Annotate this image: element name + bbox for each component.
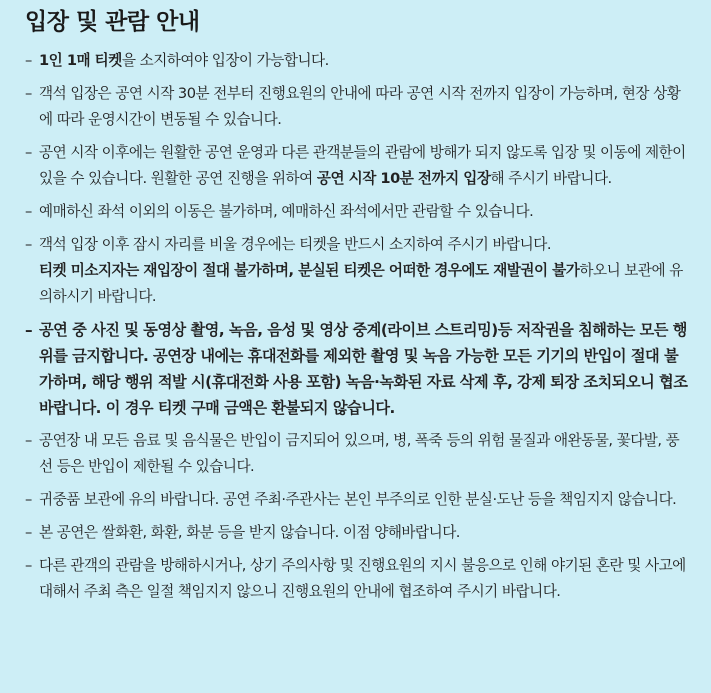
notice-item-food — [25, 428, 689, 480]
dash-marker: – — [25, 144, 32, 161]
notice-item-late-entry — [25, 140, 689, 192]
notice-text — [39, 524, 460, 541]
emphasis-text: 공연 중 사진 및 동영상 촬영, 녹음, 음성 및 영상 중계(라이브 스트리밍)등 저작권을 침해하는 모든 행위를 금지합니다. 공연장 내에는 휴대전화를 제외한 촬영 및 녹음 가능한 모든 기기의 반입이 절대 불가하며, 해당 행위 적발 시(휴대전화 사용 포함) 녹음·녹화된 자료 삭제 후, 강제 퇴장 조치되오니 협조바랍니다. 이 경우 티켓 구매 금액은 환불되지 않습니다. — [39, 321, 688, 417]
emphasis-text: 티켓 미소지자는 재입장이 절대 불가하며, 분실된 티켓은 어떠한 경우에도 재발권이 불가 — [39, 262, 580, 279]
body-text: 객석 입장 이후 잠시 자리를 비울 경우에는 티켓을 반드시 소지하여 주시기 바랍니다. — [39, 236, 551, 253]
notice-item-disruption — [25, 553, 689, 605]
body-text: 귀중품 보관에 유의 바랍니다. 공연 주최·주관사는 본인 부주의로 인한 분실·도난 등을 책임지지 않습니다. — [39, 491, 677, 508]
dash-marker: – — [25, 491, 32, 508]
body-text: 을 소지하여야 입장이 가능합니다. — [121, 52, 329, 69]
dash-marker: – — [25, 236, 32, 253]
body-text: 공연 시작 이후에는 원활한 공연 운영과 다른 관객분들의 관람에 방해가 되지 않도록 입장 및 이동에 제한이 있을 수 있습니다. 원활한 공연 진행을 위하여 — [39, 144, 686, 187]
dash-marker: – — [25, 432, 32, 449]
body-text: 공연장 내 모든 음료 및 음식물은 반입이 금지되어 있으며, 병, 폭죽 등의 위험 물질과 애완동물, 꽃다발, 풍선 등은 반입이 제한될 수 있습니다. — [39, 432, 680, 475]
emphasis-text: 공연 시작 10분 전까지 입장 — [316, 170, 491, 187]
notice-item-seat-move — [25, 199, 689, 225]
dash-marker: – — [25, 321, 33, 339]
dash-marker: – — [25, 557, 32, 574]
notice-item-wreaths — [25, 520, 689, 546]
notice-text — [39, 85, 680, 128]
dash-marker: – — [25, 203, 32, 220]
dash-marker: – — [25, 52, 32, 69]
notice-text — [39, 557, 686, 600]
notice-list — [25, 48, 689, 605]
body-text: 예매하신 좌석 이외의 이동은 불가하며, 예매하신 좌석에서만 관람할 수 있습니다. — [39, 203, 534, 220]
notice-text — [39, 236, 683, 305]
notice-item-valuables — [25, 487, 689, 513]
notice-text — [39, 144, 686, 187]
notice-text — [39, 321, 687, 417]
body-text: 하오니 보관에 유의하시기 바랍니다. — [39, 262, 683, 305]
notice-text — [39, 52, 329, 69]
dash-marker: – — [25, 85, 32, 102]
notice-item-ticket — [25, 48, 689, 74]
emphasis-text: 1인 1매 티켓 — [39, 52, 122, 69]
notice-item-re-entry — [25, 232, 689, 310]
notice-text — [39, 432, 679, 475]
notice-item-recording — [25, 317, 689, 421]
dash-marker: – — [25, 524, 32, 541]
notice-text — [39, 491, 676, 508]
body-text: 본 공연은 쌀화환, 화환, 화분 등을 받지 않습니다. 이점 양해바랍니다. — [39, 524, 460, 541]
notice-text — [39, 203, 533, 220]
page-title: 입장 및 관람 안내 — [25, 9, 200, 35]
body-text: 다른 관객의 관람을 방해하시거나, 상기 주의사항 및 진행요원의 지시 불응으로 인해 야기된 혼란 및 사고에 대해서 주최 측은 일절 책임지지 않으니 진행요원의 안내에 협조하여 주시기 바랍니다. — [39, 557, 686, 600]
notice-item-entry-time — [25, 81, 689, 133]
body-text: 객석 입장은 공연 시작 30분 전부터 진행요원의 안내에 따라 공연 시작 전까지 입장이 가능하며, 현장 상황에 따라 운영시간이 변동될 수 있습니다. — [39, 85, 681, 128]
body-text: 해 주시기 바랍니다. — [490, 170, 612, 187]
